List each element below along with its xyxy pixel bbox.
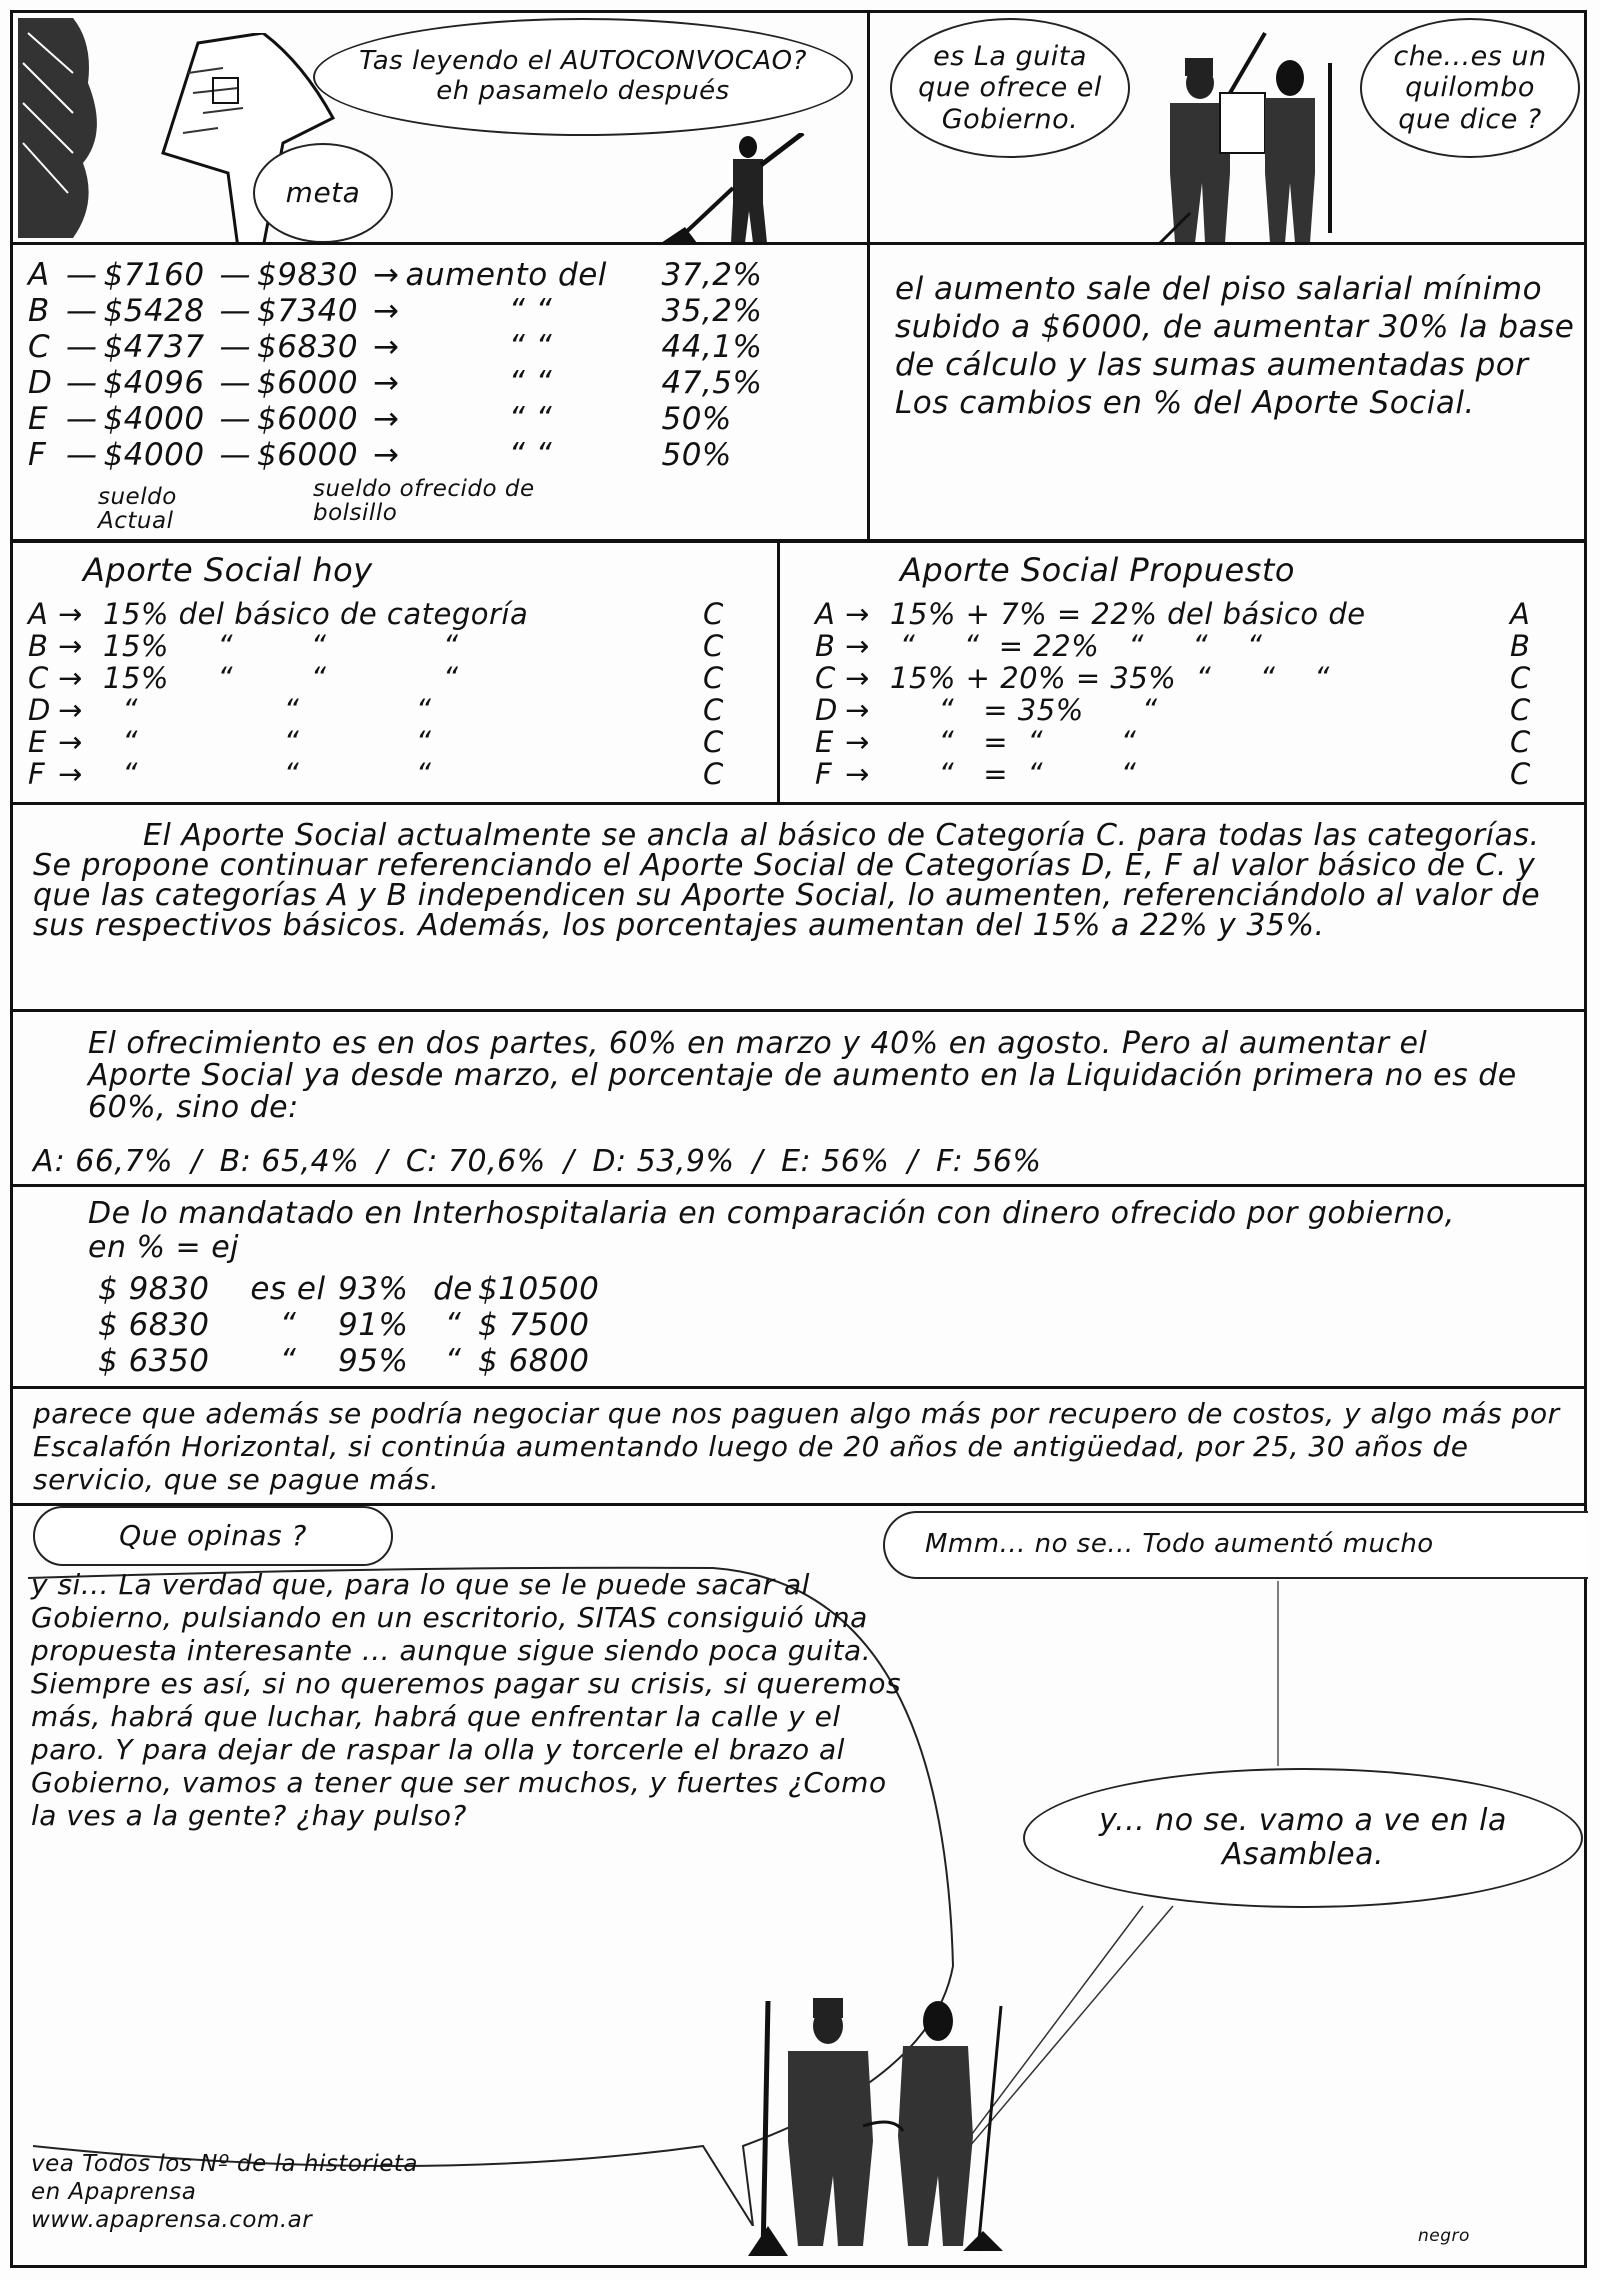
mandate-percent: 91% bbox=[338, 1307, 409, 1343]
column-label-actual: sueldo Actual bbox=[98, 484, 185, 534]
liquidation-item: B: 65,4% bbox=[219, 1144, 360, 1179]
reference-category: C bbox=[703, 725, 724, 759]
mandate-rows bbox=[98, 1271, 599, 1379]
aporte-text: “ “ “ bbox=[103, 725, 432, 759]
salary-rows bbox=[28, 257, 762, 473]
panel-anchor-text bbox=[10, 802, 1587, 1012]
aporte-text: 15% “ “ “ bbox=[103, 629, 459, 663]
increase-label: “ “ bbox=[508, 329, 553, 365]
increase-label: “ “ bbox=[508, 437, 553, 473]
offered-salary: $6000 bbox=[257, 437, 359, 473]
category-label: F bbox=[815, 757, 833, 791]
speech-bubble-guita bbox=[890, 18, 1130, 158]
speech-bubble-autoconvocao bbox=[313, 18, 853, 136]
aporte-row: F → “ “ “ C bbox=[28, 757, 724, 791]
increase-label: “ “ bbox=[508, 365, 553, 401]
category-label: D bbox=[28, 693, 51, 727]
aporte-propuesto-rows bbox=[815, 598, 1531, 790]
category-label: D bbox=[28, 365, 53, 401]
speech-text: Tas leyendo el AUTOCONVOCAO? eh pasamelo después bbox=[359, 46, 807, 106]
aporte-text: “ “ “ bbox=[103, 757, 432, 791]
aporte-text: 15% “ “ “ bbox=[103, 661, 459, 695]
aporte-row: D → “ “ “ C bbox=[28, 693, 724, 727]
aporte-text: 15% + 20% = 35% “ “ “ bbox=[890, 661, 1330, 695]
category-label: B bbox=[28, 293, 50, 329]
category-label: D bbox=[815, 693, 838, 727]
salary-row: C — $4737 — $6830 → “ “ 44,1% bbox=[28, 329, 763, 365]
offered-salary: $9830 bbox=[257, 257, 359, 293]
salary-row: D — $4096 — $6000 → “ “ 47,5% bbox=[28, 365, 763, 401]
long-answer-text: y si... La verdad que, para lo que se le puede sacar al Gobierno, pulsiando en un escritorio, SITAS consiguió una propuesta interesante ... aunque sigue siendo poca guita. Siempre es así, si no queremos pagar su crisis, si queremos más, habrá que luchar, habrá que enfrentar la calle y el paro. Y para dejar de raspar la olla y torcerle el brazo al Gobierno, vamos a tener que ser muchos, y fuertes ¿Como la ves a la gente? ¿hay pulso? bbox=[31, 1568, 911, 1832]
offered-amount: $ 9830 bbox=[98, 1271, 210, 1307]
panel-aporte-propuesto bbox=[777, 540, 1587, 805]
offered-amount: $ 6830 bbox=[98, 1307, 210, 1343]
footer-line-1: vea Todos los Nº de la historieta bbox=[31, 2151, 419, 2177]
mandate-percent: 93% bbox=[338, 1271, 409, 1307]
aporte-text: “ “ “ bbox=[103, 693, 432, 727]
aporte-text: 15% + 7% = 22% del básico de bbox=[890, 597, 1366, 631]
liquidation-item: D: 53,9% bbox=[592, 1144, 735, 1179]
aporte-text: 15% del básico de categoría bbox=[103, 597, 529, 631]
increase-label: aumento del bbox=[405, 257, 607, 293]
speech-text: Mmm... no se... Todo aumentó mucho bbox=[925, 1529, 1434, 1560]
aporte-row: B → 15% “ “ “ C bbox=[28, 629, 724, 663]
increase-percent: 35,2% bbox=[661, 293, 763, 329]
two-workers-figure bbox=[1110, 23, 1360, 248]
explanation-text: el aumento sale del piso salarial mínimo subido a $6000, de aumentar 30% la base de cálculo y las sumas aumentadas por Los cambios en % del Aporte Social. bbox=[895, 271, 1585, 421]
first-liquidation-list: A: 66,7% / B: 65,4% / C: 70,6% / D: 53,9% / E: 56% / F: 56% bbox=[33, 1144, 1042, 1179]
panel-aporte-hoy bbox=[10, 540, 780, 805]
speech-text: es La guita que ofrece el Gobierno. bbox=[918, 41, 1102, 135]
panel-mandate bbox=[10, 1184, 1587, 1389]
reference-category: C bbox=[1510, 757, 1531, 791]
increase-percent: 44,1% bbox=[661, 329, 763, 365]
mandate-row: $ 9830 es el 93% de $10500 bbox=[98, 1271, 600, 1307]
reference-category: C bbox=[703, 757, 724, 791]
offered-salary: $6830 bbox=[257, 329, 359, 365]
artist-signature: negro bbox=[1418, 2226, 1470, 2246]
mandate-row: $ 6830 “ 91% “ $ 7500 bbox=[98, 1307, 590, 1343]
offered-salary: $6000 bbox=[257, 401, 359, 437]
category-label: C bbox=[28, 329, 51, 365]
speech-text: che...es un quilombo que dice ? bbox=[1393, 41, 1547, 135]
reference-category: C bbox=[1510, 725, 1531, 759]
category-label: E bbox=[28, 401, 49, 437]
category-label: B bbox=[815, 629, 836, 663]
reference-category: C bbox=[1510, 661, 1531, 695]
liquidation-item: E: 56% bbox=[781, 1144, 890, 1179]
aporte-row: C → 15% + 20% = 35% “ “ “ C bbox=[815, 661, 1531, 695]
actual-salary: $4000 bbox=[103, 401, 205, 437]
category-label: F bbox=[28, 757, 46, 791]
mandated-amount: $10500 bbox=[478, 1271, 600, 1307]
category-label: C bbox=[815, 661, 836, 695]
reference-category: B bbox=[1510, 629, 1531, 663]
aporte-row: A → 15% + 7% = 22% del básico de A bbox=[815, 597, 1531, 631]
aporte-row: C → 15% “ “ “ C bbox=[28, 661, 724, 695]
offered-salary: $7340 bbox=[257, 293, 359, 329]
aporte-text: “ = “ “ bbox=[890, 757, 1137, 791]
increase-percent: 47,5% bbox=[661, 365, 763, 401]
salary-row: B — $5428 — $7340 → “ “ 35,2% bbox=[28, 293, 763, 329]
aporte-text: “ “ = 22% “ “ “ bbox=[890, 629, 1263, 663]
offer-text: El ofrecimiento es en dos partes, 60% en marzo y 40% en agosto. Pero al aumentar el Aporte Social ya desde marzo, el porcentaje de aumento en la Liquidación primera no es de 60%, sino de: bbox=[88, 1026, 1527, 1125]
mandate-percent: 95% bbox=[338, 1343, 409, 1379]
aporte-row: B → “ “ = 22% “ “ “ B bbox=[815, 629, 1531, 663]
footer-url-link[interactable]: www.apaprensa.com.ar bbox=[31, 2207, 313, 2233]
actual-salary: $7160 bbox=[103, 257, 205, 293]
category-label: C bbox=[28, 661, 49, 695]
sweeper-figure bbox=[653, 133, 823, 245]
actual-salary: $5428 bbox=[103, 293, 205, 329]
salary-row: A — $7160 — $9830 → aumento del 37,2% bbox=[28, 257, 763, 293]
footer-line-2: en Apaprensa bbox=[31, 2179, 197, 2205]
anchor-text: El Aporte Social actualmente se ancla al básico de Categoría C. para todas las categorías. Se propone continuar referenciando el Aporte Social de Categorías D, E, F al valor básico de C. y que las categorías A y B independicen su Aporte Social, lo aumenten, referenciándolo al valor de sus respectivos básicos. Además, los porcentajes aumentan del 15% a 22% y 35%. bbox=[33, 818, 1551, 943]
speech-bubble-quilombo bbox=[1360, 18, 1580, 158]
salary-row: F — $4000 — $6000 → “ “ 50% bbox=[28, 437, 732, 473]
reference-category: C bbox=[703, 693, 724, 727]
aporte-row: D → “ = 35% “ C bbox=[815, 693, 1531, 727]
increase-label: “ “ bbox=[508, 293, 553, 329]
aporte-propuesto-title: Aporte Social Propuesto bbox=[900, 551, 1295, 589]
aporte-row: A → 15% del básico de categoría C bbox=[28, 597, 724, 631]
mandate-intro: De lo mandatado en Interhospitalaria en comparación con dinero ofrecido por gobierno, en % = ej bbox=[88, 1196, 1465, 1265]
liquidation-item: A: 66,7% bbox=[33, 1144, 174, 1179]
category-label: B bbox=[28, 629, 49, 663]
liquidation-item: F: 56% bbox=[935, 1144, 1042, 1179]
reference-category: C bbox=[703, 629, 724, 663]
reference-category: C bbox=[1510, 693, 1531, 727]
category-label: E bbox=[815, 725, 834, 759]
speech-text: meta bbox=[285, 175, 361, 209]
panel-final-conversation bbox=[10, 1503, 1587, 2268]
panel-negotiate bbox=[10, 1386, 1587, 1506]
increase-percent: 50% bbox=[661, 437, 732, 473]
category-label: A bbox=[28, 257, 50, 293]
aporte-text: “ = 35% “ bbox=[890, 693, 1158, 727]
category-label: A bbox=[28, 597, 49, 631]
speech-text: Que opinas ? bbox=[119, 1518, 307, 1552]
liquidation-item: C: 70,6% bbox=[405, 1144, 546, 1179]
aporte-hoy-rows bbox=[28, 598, 724, 790]
reference-category: C bbox=[703, 661, 724, 695]
negotiate-text: parece que además se podría negociar que nos paguen algo más por recupero de costos, y algo más por Escalafón Horizontal, si continúa aumentando luego de 20 años de antigüedad, por 25, 30 años de servicio, que se pague más. bbox=[33, 1397, 1569, 1496]
increase-label: “ “ bbox=[508, 401, 553, 437]
reference-category: A bbox=[1510, 597, 1531, 631]
aporte-row: E → “ = “ “ C bbox=[815, 725, 1531, 759]
panel-guita bbox=[867, 10, 1587, 245]
actual-salary: $4737 bbox=[103, 329, 205, 365]
actual-salary: $4000 bbox=[103, 437, 205, 473]
panel-explanation bbox=[867, 242, 1587, 542]
mandate-row: $ 6350 “ 95% “ $ 6800 bbox=[98, 1343, 590, 1379]
aporte-row: E → “ “ “ C bbox=[28, 725, 724, 759]
column-label-offered: sueldo ofrecido de bolsillo bbox=[313, 476, 543, 526]
two-workers-back-figure bbox=[733, 1986, 1033, 2266]
aporte-text: “ = “ “ bbox=[890, 725, 1137, 759]
offered-amount: $ 6350 bbox=[98, 1343, 210, 1379]
panel-offer bbox=[10, 1009, 1587, 1187]
salary-row: E — $4000 — $6000 → “ “ 50% bbox=[28, 401, 732, 437]
panel-salary-table bbox=[10, 242, 870, 542]
speech-bubble-meta bbox=[253, 143, 393, 243]
actual-salary: $4096 bbox=[103, 365, 205, 401]
aporte-hoy-title: Aporte Social hoy bbox=[83, 551, 373, 589]
mandated-amount: $ 7500 bbox=[478, 1307, 590, 1343]
increase-percent: 37,2% bbox=[661, 257, 763, 293]
category-label: E bbox=[28, 725, 47, 759]
offered-salary: $6000 bbox=[257, 365, 359, 401]
mandated-amount: $ 6800 bbox=[478, 1343, 590, 1379]
speech-text: y... no se. vamo a ve en la Asamblea. bbox=[1099, 1802, 1507, 1872]
category-label: F bbox=[28, 437, 47, 473]
increase-percent: 50% bbox=[661, 401, 732, 437]
panel-reading bbox=[10, 10, 870, 245]
aporte-row: F → “ = “ “ C bbox=[815, 757, 1531, 791]
reference-category: C bbox=[703, 597, 724, 631]
category-label: A bbox=[815, 597, 836, 631]
